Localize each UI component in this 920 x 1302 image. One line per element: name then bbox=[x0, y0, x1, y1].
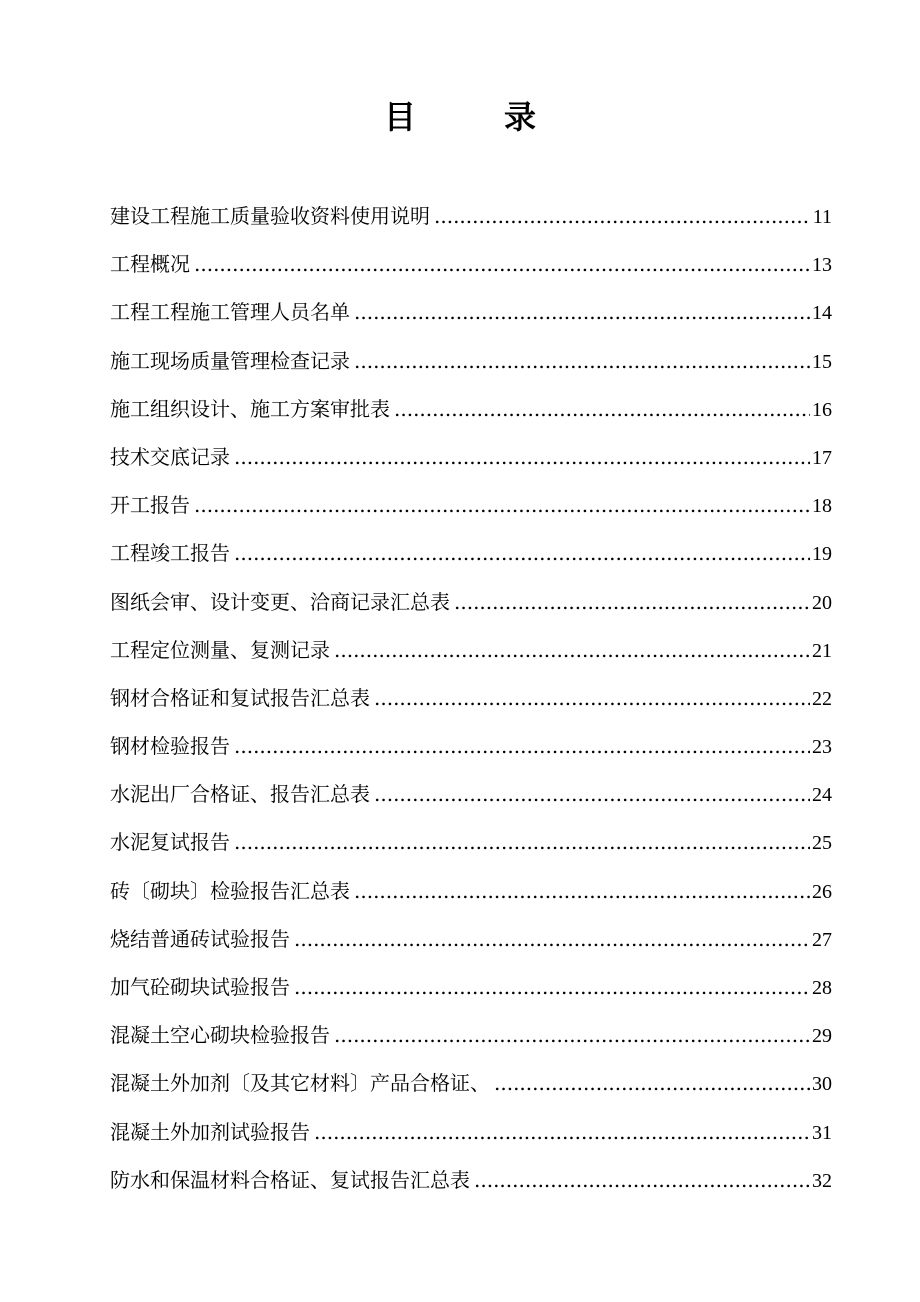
page-title bbox=[0, 92, 920, 138]
toc-entry-label: 水泥出厂合格证、报告汇总表 bbox=[110, 782, 370, 807]
toc-entry[interactable] bbox=[110, 626, 832, 674]
toc-entry[interactable] bbox=[110, 722, 832, 770]
toc-entry[interactable] bbox=[110, 385, 832, 433]
toc-entry-label: 混凝土外加剂〔及其它材料〕产品合格证、 bbox=[110, 1071, 490, 1096]
toc-entry-label: 烧结普通砖试验报告 bbox=[110, 926, 290, 951]
toc-entry-page: 16 bbox=[812, 398, 832, 421]
toc-entry-label: 砖〔砌块〕检验报告汇总表 bbox=[110, 878, 350, 903]
toc-entry-page: 18 bbox=[812, 495, 832, 518]
toc-entry[interactable] bbox=[110, 963, 832, 1011]
toc-leader-dots bbox=[234, 818, 810, 866]
toc-entry-label: 技术交底记录 bbox=[110, 444, 230, 469]
toc-entry-label: 混凝土外加剂试验报告 bbox=[110, 1119, 310, 1144]
toc-leader-dots bbox=[374, 674, 810, 722]
toc-entry-page: 25 bbox=[812, 832, 832, 855]
toc-entry[interactable] bbox=[110, 1059, 832, 1107]
toc-entry[interactable] bbox=[110, 1156, 832, 1204]
toc-entry[interactable] bbox=[110, 288, 832, 336]
toc-entry-page: 13 bbox=[812, 254, 832, 277]
toc-leader-dots bbox=[434, 192, 811, 240]
toc-entry[interactable] bbox=[110, 1011, 832, 1059]
toc-entry-label: 工程定位测量、复测记录 bbox=[110, 637, 330, 662]
toc-leader-dots bbox=[354, 867, 810, 915]
toc-entry[interactable] bbox=[110, 770, 832, 818]
toc-leader-dots bbox=[354, 337, 810, 385]
toc-entry-label: 工程工程施工管理人员名单 bbox=[110, 300, 350, 325]
toc-entry[interactable] bbox=[110, 867, 832, 915]
toc-leader-dots bbox=[474, 1156, 810, 1204]
toc-entry-page: 20 bbox=[812, 591, 832, 614]
toc-entry-label: 加气砼砌块试验报告 bbox=[110, 975, 290, 999]
toc-entry[interactable] bbox=[110, 240, 832, 288]
toc-entry[interactable] bbox=[110, 337, 832, 385]
toc-leader-dots bbox=[374, 770, 810, 818]
toc-entry[interactable] bbox=[110, 433, 832, 481]
toc-entry[interactable] bbox=[110, 529, 832, 577]
toc-entry-label: 钢材检验报告 bbox=[110, 734, 230, 759]
toc-entry-label: 开工报告 bbox=[110, 493, 190, 518]
toc-entry-label: 钢材合格证和复试报告汇总表 bbox=[110, 685, 370, 710]
toc-leader-dots bbox=[454, 578, 810, 626]
toc-leader-dots bbox=[394, 385, 810, 433]
toc-entry-label: 施工组织设计、施工方案审批表 bbox=[110, 396, 390, 421]
toc-entry-page: 28 bbox=[812, 977, 832, 999]
toc-entry-page: 22 bbox=[812, 687, 832, 710]
toc-leader-dots bbox=[194, 240, 810, 288]
toc-entry-page: 21 bbox=[812, 639, 832, 662]
toc-leader-dots bbox=[234, 433, 810, 481]
toc-leader-dots bbox=[234, 529, 810, 577]
toc-entry-page: 26 bbox=[812, 880, 832, 903]
toc-entry-page: 27 bbox=[812, 928, 832, 951]
toc-entry[interactable] bbox=[110, 674, 832, 722]
toc-entry-label: 工程概况 bbox=[110, 252, 190, 277]
toc-leader-dots bbox=[354, 288, 810, 336]
toc-entry-page: 29 bbox=[812, 1025, 832, 1048]
toc-leader-dots bbox=[334, 626, 810, 674]
toc-entry-page: 32 bbox=[812, 1169, 832, 1192]
toc-leader-dots bbox=[494, 1059, 810, 1107]
toc-leader-dots bbox=[194, 481, 810, 529]
toc-entry[interactable] bbox=[110, 192, 832, 240]
toc-leader-dots bbox=[314, 1108, 810, 1156]
toc-entry-page: 31 bbox=[812, 1121, 832, 1144]
toc-entry-label: 防水和保温材料合格证、复试报告汇总表 bbox=[110, 1167, 470, 1192]
toc-leader-dots bbox=[294, 915, 810, 963]
toc-entry-label: 工程竣工报告 bbox=[110, 541, 230, 566]
toc-leader-dots bbox=[334, 1011, 810, 1059]
toc-entry-page: 24 bbox=[812, 784, 832, 807]
toc-entry[interactable] bbox=[110, 578, 832, 626]
toc-leader-dots bbox=[234, 722, 810, 770]
toc-entry-label: 建设工程施工质量验收资料使用说明 bbox=[110, 204, 430, 228]
toc-entry-page: 14 bbox=[812, 302, 832, 325]
toc-entry-page: 19 bbox=[812, 543, 832, 566]
toc-entry-label: 施工现场质量管理检查记录 bbox=[110, 348, 350, 373]
toc-entry-page: 11 bbox=[812, 206, 832, 228]
toc-leader-dots bbox=[294, 963, 810, 1011]
toc-entry[interactable] bbox=[110, 481, 832, 529]
toc-entry-page: 17 bbox=[812, 446, 832, 469]
toc-entry-page: 23 bbox=[812, 736, 832, 759]
toc-entry[interactable] bbox=[110, 915, 832, 963]
toc-entry-page: 30 bbox=[812, 1073, 832, 1096]
toc-entry-label: 混凝土空心砌块检验报告 bbox=[110, 1023, 330, 1048]
toc-entry[interactable] bbox=[110, 1108, 832, 1156]
table-of-contents bbox=[110, 192, 832, 1204]
toc-entry-label: 水泥复试报告 bbox=[110, 830, 230, 855]
toc-entry[interactable] bbox=[110, 818, 832, 866]
title-char-1: 目 bbox=[383, 98, 416, 136]
toc-entry-page: 15 bbox=[812, 350, 832, 373]
title-char-2: 录 bbox=[504, 98, 537, 136]
toc-entry-label: 图纸会审、设计变更、洽商记录汇总表 bbox=[110, 589, 450, 614]
